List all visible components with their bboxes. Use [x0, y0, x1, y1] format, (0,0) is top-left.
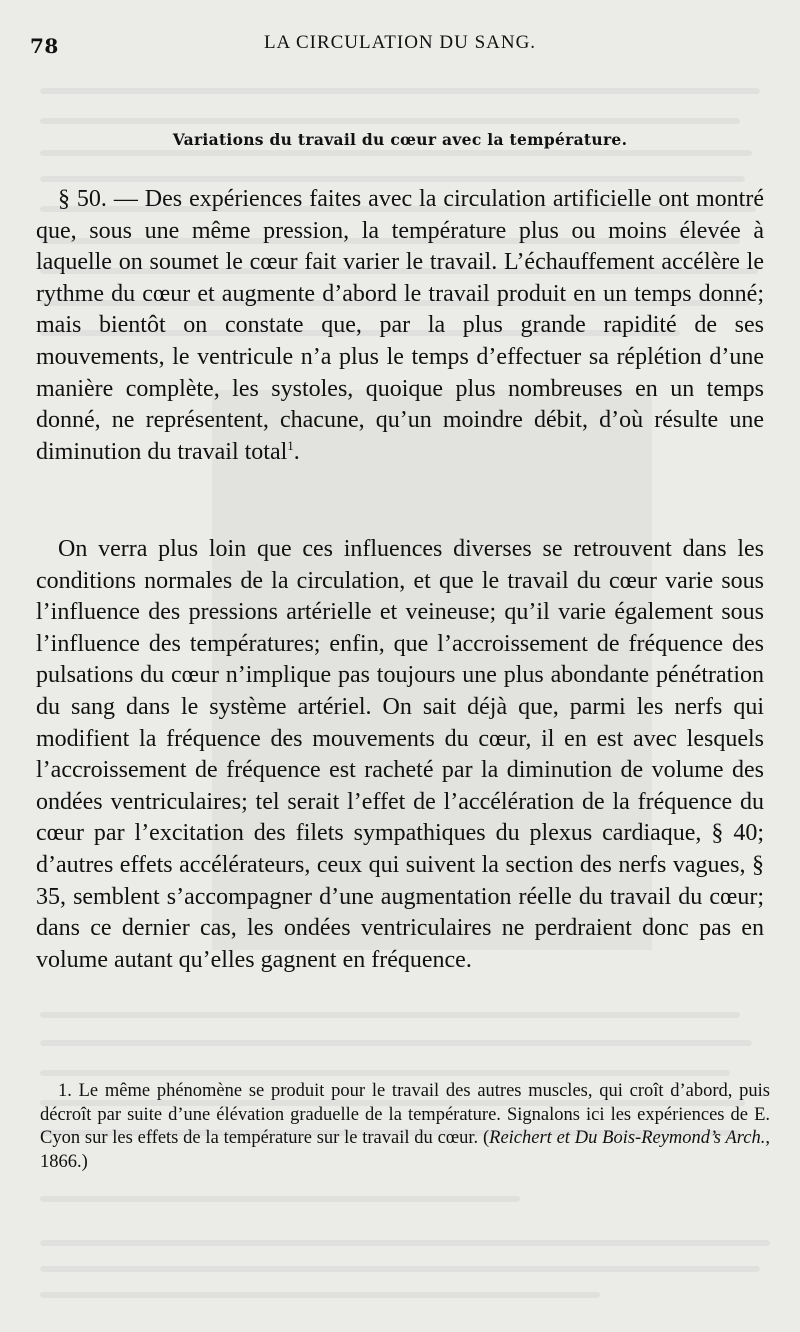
paragraph-50 — [36, 184, 764, 468]
page-number: 78 — [30, 34, 59, 58]
section-heading: Variations du travail du cœur avec la température. — [172, 130, 628, 149]
footnote-marker[interactable]: 1 — [287, 437, 294, 453]
paragraph-body: On verra plus loin que ces influences diverses se retrouvent dans les conditions normales de la circulation, et que le travail du cœur varie sous l’influence des pressions artérielle et veineuse; qu’il varie également sous l’influence des températures; enfin, que l’accroissement de fréquence des pulsations du cœur n’implique pas toujours une plus abondante pénétration du sang dans le système artériel. On sait déjà que, parmi les nerfs qui modifient la fréquence des mouvements du cœur, il en est avec lesquels l’accroissement de fréquence est racheté par la diminution de volume des ondées ventriculaires; tel serait l’effet de l’accélération de la fréquence du cœur par l’excitation des filets sympathiques du plexus cardiaque, § 40; d’autres effets accélérateurs, ceux qui suivent la section des nerfs vagues, § 35, semblent s’accompagner d’une augmentation réelle du travail du cœur; dans ce dernier cas, les ondées ventriculaires ne perdraient donc pas en volume autant qu’elles gagnent en fréquence. — [36, 536, 764, 973]
paragraph-text: § 50. — Des expériences faites avec la circulation artificielle ont montré que, sous une même pression, la température plus ou moins élevée à laquelle on soumet le cœur fait varier le travail. L’échauffement accélère le rythme du cœur et augmente d’abord le travail produit en un temps donné; mais bientôt on constate que, par la plus grande rapidité de ses mouvements, le ventricule n’a plus le temps d’effectuer sa réplétion d’une manière complète, les systoles, quoique plus nombreuses en un temps donné, ne représentent, chacune, qu’un moindre débit, d’où résulte une diminution du travail total — [36, 186, 764, 465]
paragraph-body — [36, 184, 764, 468]
footnote-citation: Reichert et Du Bois-Reymond’s Arch. — [489, 1128, 766, 1148]
footnote-end: , 1866.) — [40, 1128, 770, 1172]
footnote — [40, 1080, 770, 1174]
running-header — [0, 28, 800, 58]
footnote-text: 1. Le même phénomène se produit pour le travail des autres muscles, qui croît d’abord, puis décroît par suite d’une élévation graduelle de la température. Signalons ici les expériences de E. Cyon sur les effets de la température sur le travail du cœur. ( — [40, 1081, 770, 1148]
paragraph-end: . — [293, 438, 300, 465]
paragraph-2 — [36, 534, 764, 976]
running-title: LA CIRCULATION DU SANG. — [263, 32, 537, 53]
